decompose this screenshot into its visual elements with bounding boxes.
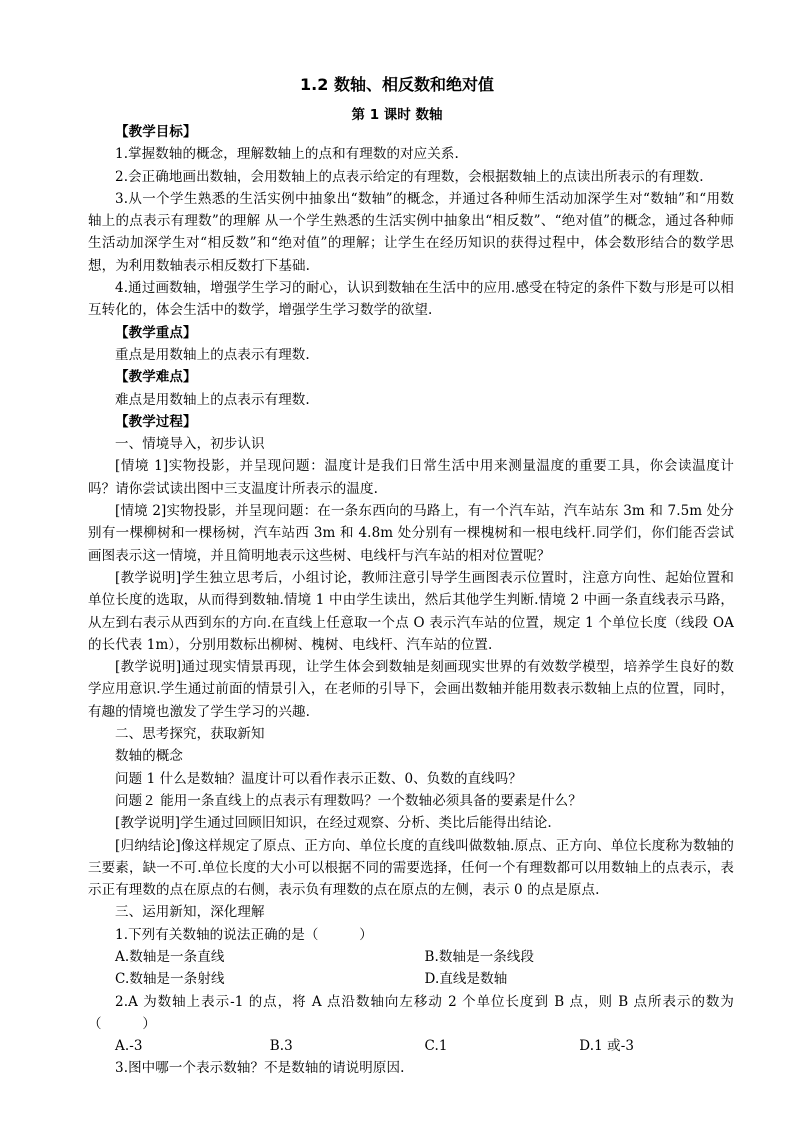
document-body: [88, 121, 734, 1080]
objectives-heading: 【教学目标】: [115, 124, 197, 140]
exercise-1-option-c: C.数轴是一条射线: [115, 971, 225, 988]
exercise-1-options-row-2: [88, 968, 734, 990]
exercise-1: 1.下列有关数轴的说法正确的是（ ）: [115, 926, 373, 943]
summary-conclusion: [归纳结论]像这样规定了原点、正方向、单位长度的直线叫做数轴.原点、正方向、单位长度称为数轴的三要素，缺一不可.单位长度的大小可以根据不同的需要选择，任何一个有理数都可以用数轴上的点表示，表示正有理数的点在原点的右侧，表示负有理数的点在原点的左侧，表示 0 的点是原点.: [88, 837, 734, 899]
exercise-2-option-d: D.1 或-3: [579, 1038, 635, 1055]
exercise-3: 3.图中哪一个表示数轴？不是数轴的请说明原因.: [115, 1060, 405, 1077]
exercise-1-options-row-1: [88, 946, 734, 968]
exercise-1-option-a: A.数轴是一条直线: [115, 948, 225, 965]
teaching-note-2: [教学说明]通过现实情景再现，让学生体会到数轴是刻画现实世界的有效数学模型，培养学生良好的数学应用意识.学生通过前面的情景引入，在老师的引导下，会画出数轴并能用数表示数轴上点的位置，同时，有趣的情境也激发了学生学习的兴趣.: [88, 659, 734, 720]
key-text: 重点是用数轴上的点表示有理数.: [115, 346, 310, 363]
exercise-2: 2.A 为数轴上表示-1 的点，将 A 点沿数轴向左移动 2 个单位长度到 B 点，则 B 点所表示的数为（ ）: [88, 993, 734, 1032]
part2-heading: 二、思考探究，获取新知: [115, 726, 265, 743]
exercise-2-option-b: B.3: [269, 1038, 293, 1055]
objective-item: 4.通过画数轴，增强学生学习的耐心，认识到数轴在生活中的应用.感受在特定的条件下数与形是可以相互转化的，体会生活中的数学，增强学生学习数学的欲望.: [88, 280, 734, 319]
teaching-note-1: [教学说明]学生独立思考后，小组讨论，教师注意引导学生画图表示位置时，注意方向性、起始位置和单位长度的选取，从而得到数轴.情境 1 中由学生读出，然后其他学生判断.情境 2 中画一条直线表示马路，从左到右表示从西到东的方向.在直线上任意取一个点 O 表示汽车站的位置，规定 1 个单位长度（线段 OA 的长代表 1m），分别用数标出柳树、槐树、电线杆、汽车站的位置.: [88, 569, 734, 653]
question-2: 问题２ 能用一条直线上的点表示有理数吗？一个数轴必须具备的要素是什么？: [115, 792, 582, 809]
lesson-subtitle: 第 1 课时 数轴: [351, 107, 443, 123]
concept-label: 数轴的概念: [115, 748, 183, 765]
key-heading: 【教学重点】: [115, 324, 197, 341]
objective-item: 1.掌握数轴的概念，理解数轴上的点和有理数的对应关系.: [115, 146, 459, 163]
page-title: 1.2 数轴、相反数和绝对值: [300, 75, 494, 94]
scenario-2: [情境 2]实物投影，并呈现问题：在一条东西向的马路上，有一个汽车站，汽车站东 3m 和 7.5m 处分别有一棵柳树和一棵杨树，汽车站西 3m 和 4.8m 处分别有一棵槐树和一根电线杆.同学们，你们能否尝试画图表示这一情境，并且简明地表示这些树、电线杆与汽车站的相对位置呢？: [88, 503, 734, 564]
difficulty-heading: 【教学难点】: [115, 369, 197, 386]
scenario-1: [情境 1]实物投影，并呈现问题：温度计是我们日常生活中用来测量温度的重要工具，你会读温度计吗？请你尝试读出图中三支温度计所表示的温度.: [88, 458, 734, 497]
teaching-note-3: [教学说明]学生通过回顾旧知识，在经过观察、分析、类比后能得出结论.: [115, 815, 552, 832]
part3-heading: 三、运用新知，深化理解: [115, 904, 265, 921]
exercise-2-option-c: C.1: [424, 1038, 448, 1055]
exercise-2-options-row: [88, 1035, 734, 1057]
question-1: 问题 1 什么是数轴？温度计可以看作表示正数、0、负数的直线吗？: [115, 770, 522, 787]
objective-item: 2.会正确地画出数轴，会用数轴上的点表示给定的有理数，会根据数轴上的点读出所表示的有理数.: [115, 168, 704, 185]
exercise-1-option-b: B.数轴是一条线段: [424, 948, 535, 965]
part1-heading: 一、情境导入，初步认识: [115, 436, 265, 453]
difficulty-text: 难点是用数轴上的点表示有理数.: [115, 391, 310, 408]
process-heading: 【教学过程】: [115, 413, 197, 430]
exercise-1-option-d: D.直线是数轴: [424, 971, 508, 988]
exercise-2-option-a: A.-3: [115, 1038, 143, 1055]
objective-item: 3.从一个学生熟悉的生活实例中抽象出“数轴”的概念，并通过各种师生活动加深学生对“数轴”和“用数轴上的点表示有理数”的理解 从一个学生熟悉的生活实例中抽象出“相反数”、“绝对值”的概念，通过各种师生活动加深学生对“相反数”和“绝对值”的理解；让学生在经历知识的获得过程中，体会数形结合的数学思想，为利用数轴表示相反数打下基础.: [88, 190, 734, 274]
